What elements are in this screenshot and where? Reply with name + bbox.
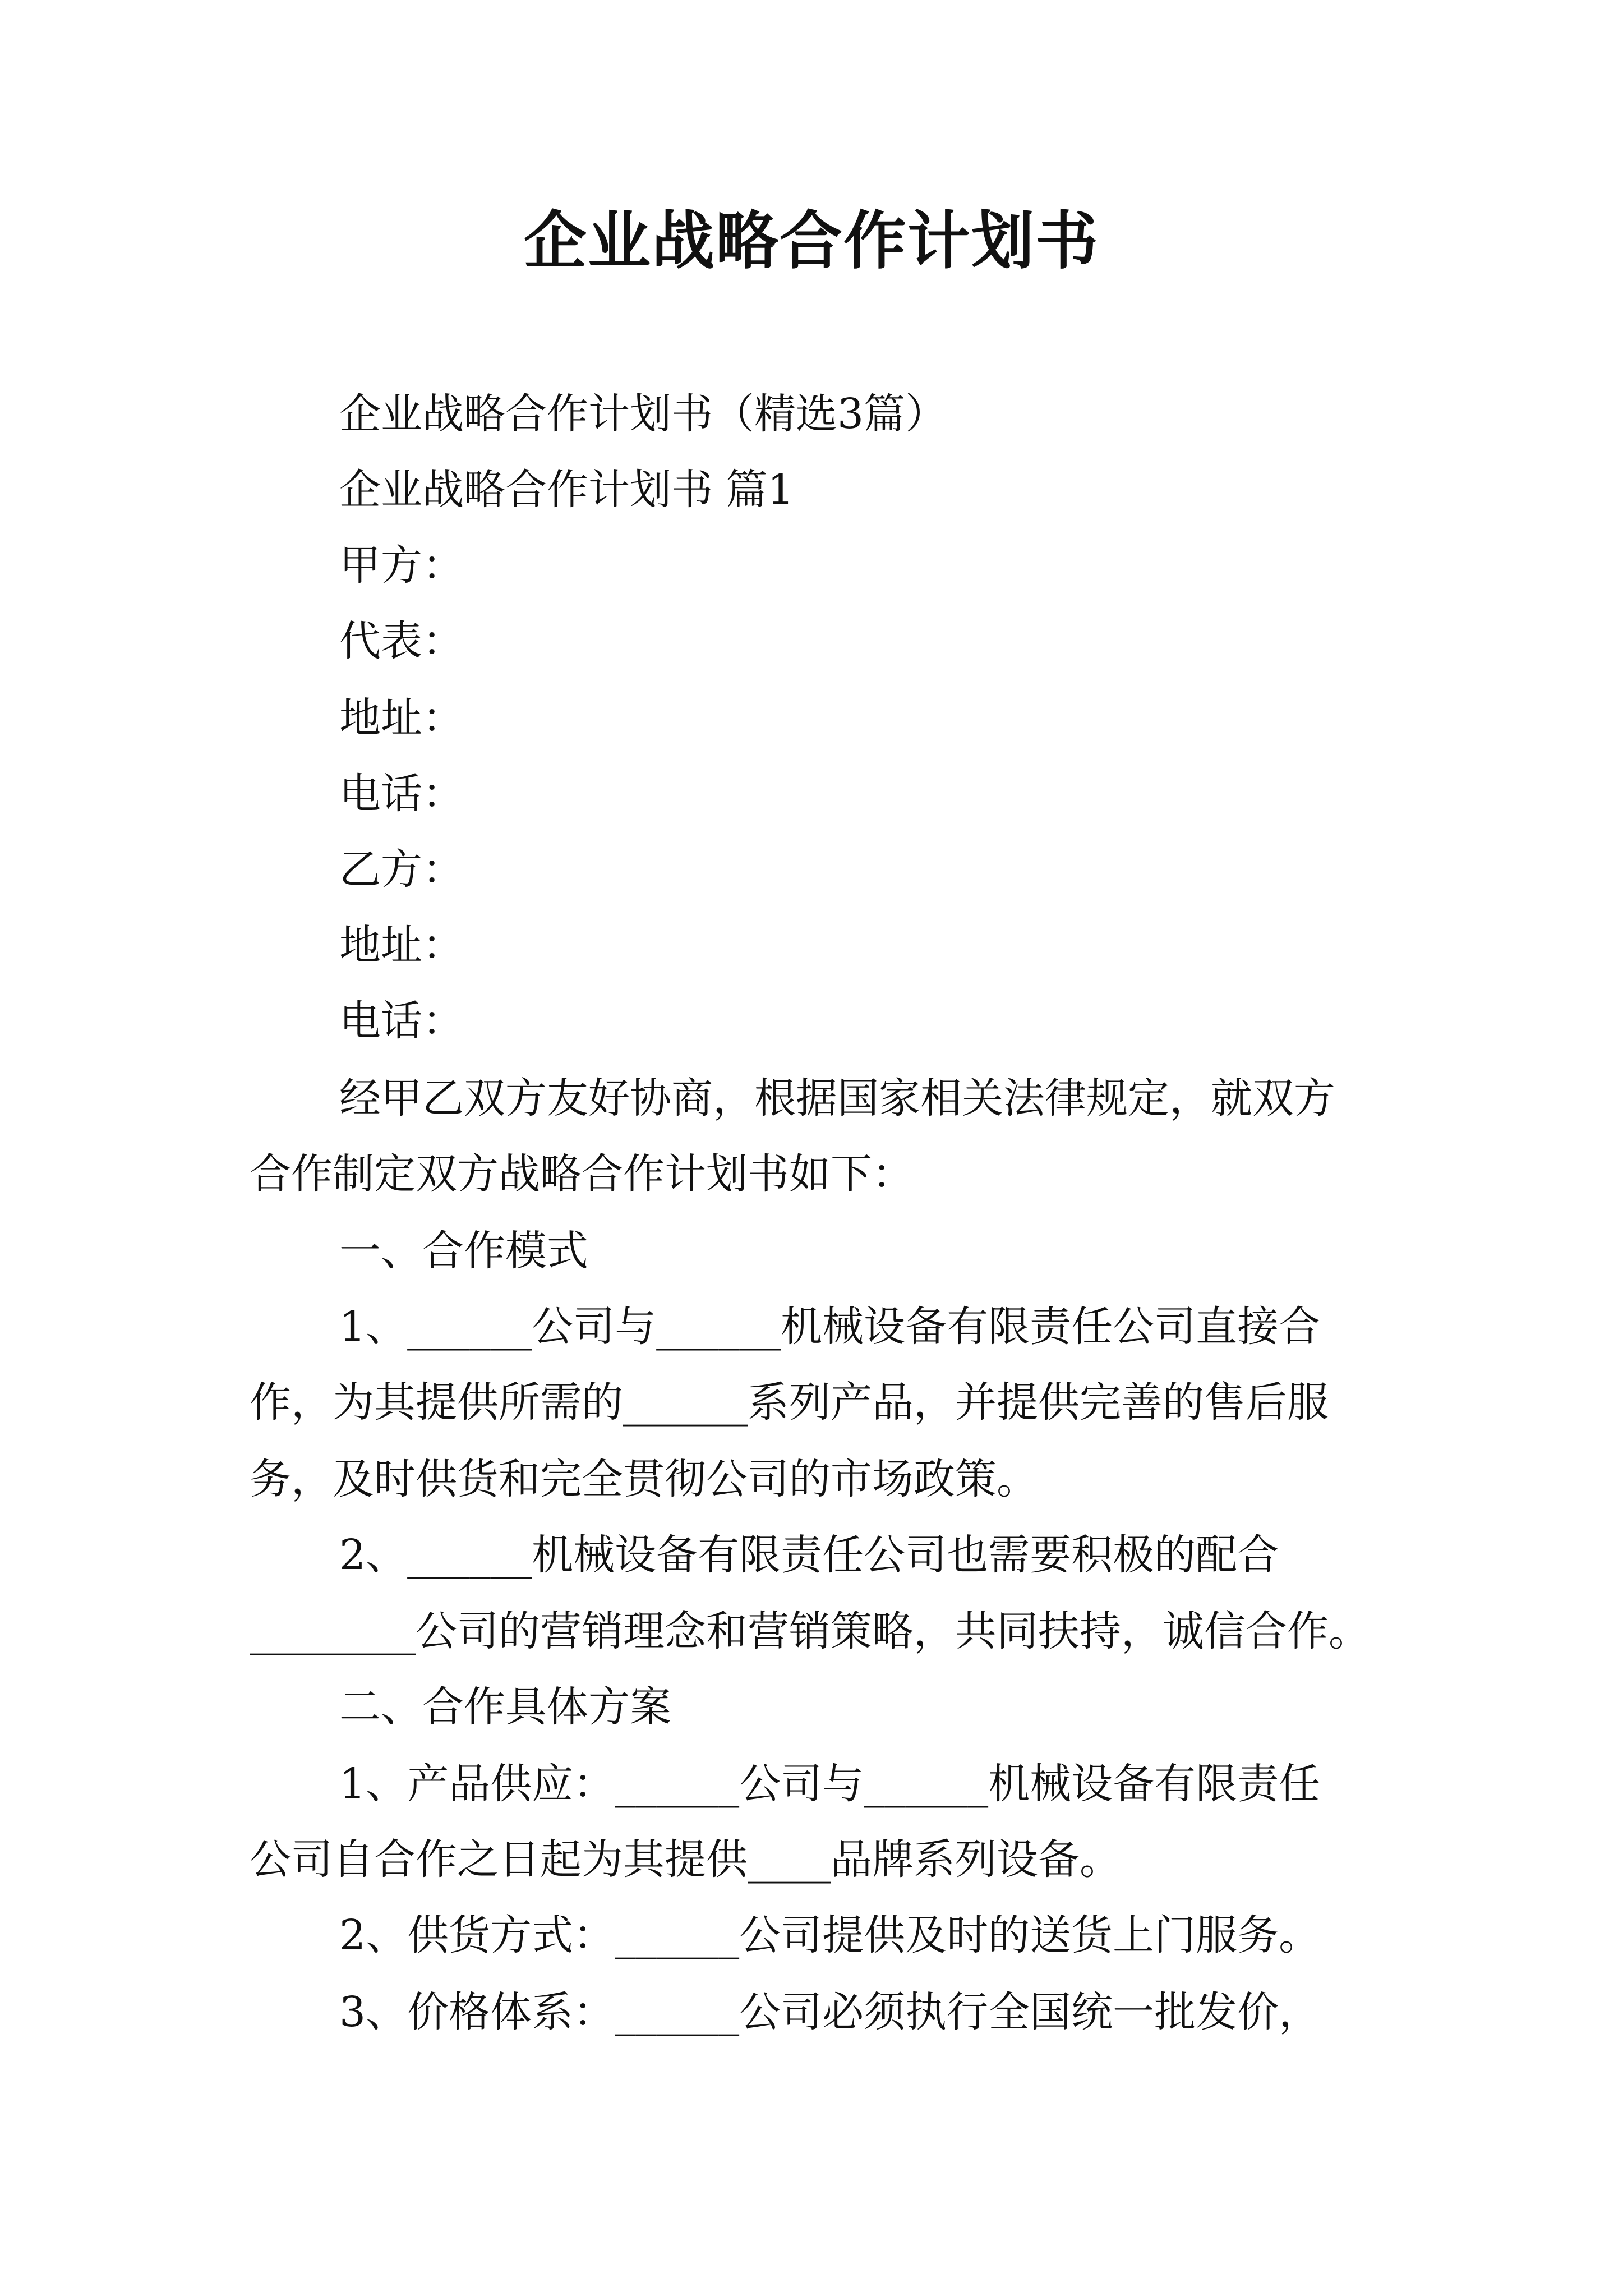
phone-label: 电话： bbox=[339, 997, 464, 1045]
address-label: 地址： bbox=[339, 694, 464, 742]
paragraph-line: ________公司的营销理念和营销策略，共同扶持，诚信合作。 bbox=[250, 1607, 1370, 1655]
phone-label: 电话： bbox=[339, 770, 464, 818]
section-heading: 企业战略合作计划书 篇1 bbox=[339, 466, 794, 514]
representative-label: 代表： bbox=[339, 617, 464, 665]
subtitle-line: 企业战略合作计划书（精选3篇） bbox=[339, 390, 947, 438]
document-title: 企业战略合作计划书 bbox=[524, 204, 1099, 278]
section-heading: 二、合作具体方案 bbox=[339, 1683, 671, 1731]
paragraph-line: 3、价格体系：______公司必须执行全国统一批发价， bbox=[339, 1988, 1321, 2036]
paragraph-line: 1、______公司与______机械设备有限责任公司直接合 bbox=[339, 1303, 1321, 1351]
paragraph-line: 务，及时供货和完全贯彻公司的市场政策。 bbox=[250, 1455, 1038, 1503]
paragraph-line: 2、______机械设备有限责任公司也需要积极的配合 bbox=[339, 1531, 1279, 1579]
paragraph-line: 合作制定双方战略合作计划书如下： bbox=[250, 1150, 914, 1198]
party-a-label: 甲方： bbox=[339, 541, 464, 590]
paragraph-line: 经甲乙双方友好协商，根据国家相关法律规定，就双方 bbox=[339, 1074, 1335, 1122]
section-heading: 一、合作模式 bbox=[339, 1227, 588, 1275]
paragraph-line: 公司自合作之日起为其提供____品牌系列设备。 bbox=[250, 1835, 1121, 1884]
address-label: 地址： bbox=[339, 921, 464, 969]
party-b-label: 乙方： bbox=[339, 845, 464, 894]
paragraph-line: 2、供货方式：______公司提供及时的送货上门服务。 bbox=[339, 1911, 1321, 1959]
paragraph-line: 1、产品供应：______公司与______机械设备有限责任 bbox=[339, 1760, 1321, 1808]
paragraph-line: 作，为其提供所需的______系列产品，并提供完善的售后服 bbox=[250, 1378, 1329, 1427]
